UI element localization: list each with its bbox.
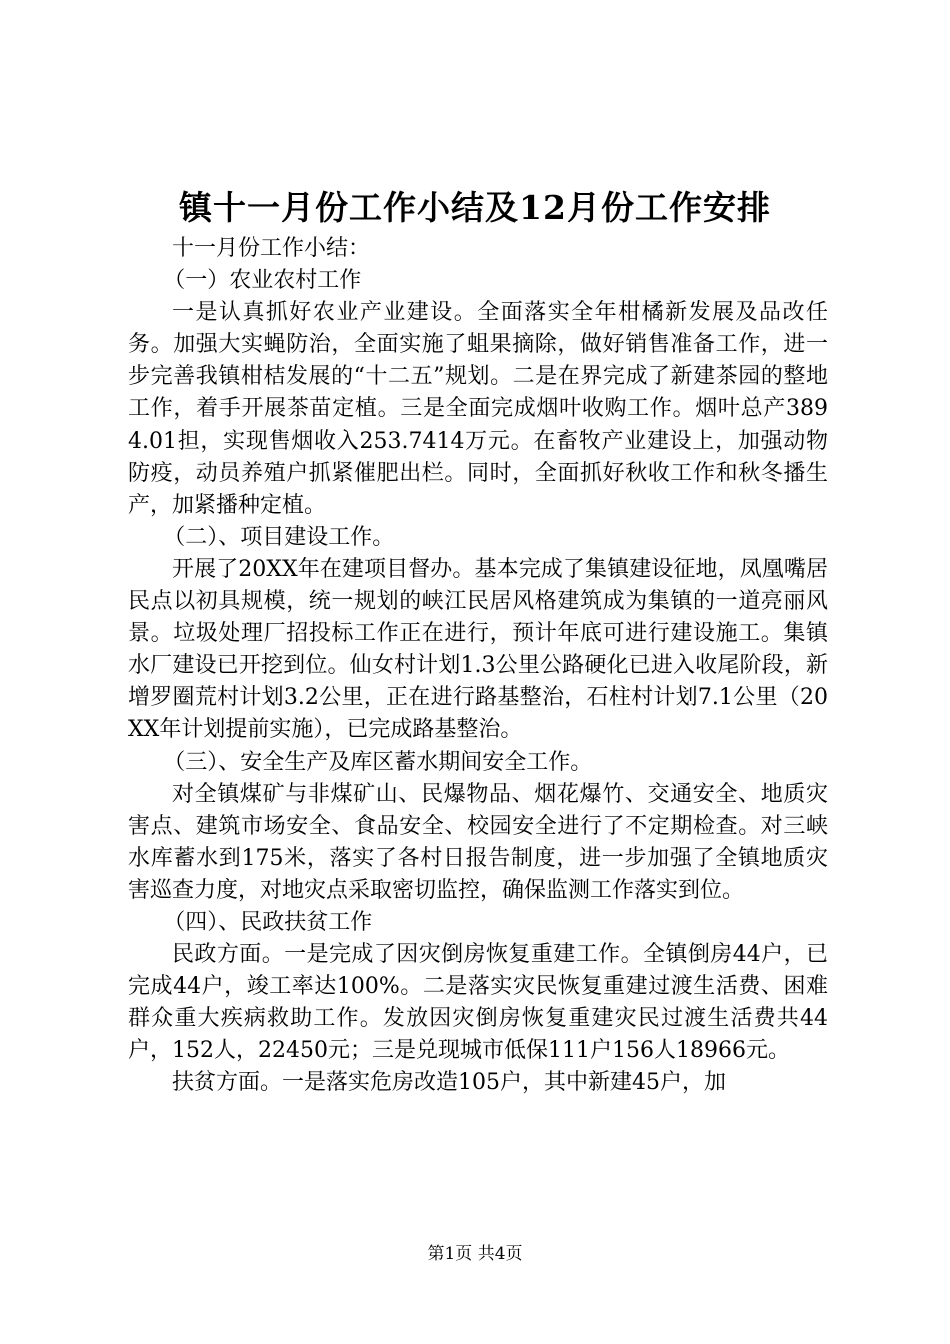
paragraph-projects: 开展了20XX年在建项目督办。基本完成了集镇建设征地，凤凰嘴居民点以初具规模，统一规划的峡江民居风格建筑成为集镇的一道亮丽风景。垃圾处理厂招投标工作正在进行，预计年底可进行建设施工。集镇水厂建设已开挖到位。仙女村计划1.3公里公路硬化已进入收尾阶段，新增罗圈荒村计划3.2公里，正在进行路基整治，石柱村计划7.1公里（20XX年计划提前实施），已完成路基整治。	[128, 556, 828, 743]
intro-heading: 十一月份工作小结：	[172, 236, 371, 261]
section-heading-agriculture: （一）农业农村工作	[163, 268, 362, 294]
section-heading-projects: （二）、项目建设工作。	[163, 524, 395, 550]
page-number-footer: 第1页 共4页	[427, 1244, 523, 1264]
document-body	[128, 233, 828, 1100]
document-title: 镇十一月份工作小结及12月份工作安排	[179, 188, 771, 227]
paragraph-civil-affairs: 民政方面。一是完成了因灾倒房恢复重建工作。全镇倒房44户，已完成44户，竣工率达100%。二是落实灾民恢复重建过渡生活费、困难群众重大疾病救助工作。发放因灾倒房恢复重建灾民过渡生活费共44户，152人，22450元；三是兑现城市低保111户156人18966元。	[128, 942, 828, 1064]
paragraph-agriculture: 一是认真抓好农业产业建设。全面落实全年柑橘新发展及品改任务。加强大实蝇防治，全面实施了蛆果摘除，做好销售准备工作，进一步完善我镇柑桔发展的“十二五”规划。二是在界完成了新建茶园的整地工作，着手开展茶苗定植。三是全面完成烟叶收购工作。烟叶总产3894.01担，实现售烟收入253.7414万元。在畜牧产业建设上，加强动物防疫，动员养殖户抓紧催肥出栏。同时，全面抓好秋收工作和秋冬播生产，加紧播种定植。	[128, 300, 828, 518]
paragraph-safety: 对全镇煤矿与非煤矿山、民爆物品、烟花爆竹、交通安全、地质灾害点、建筑市场安全、食品安全、校园安全进行了不定期检查。对三峡水库蓄水到175米，落实了各村日报告制度，进一步加强了全镇地质灾害巡查力度，对地灾点采取密切监控，确保监测工作落实到位。	[128, 781, 828, 903]
section-heading-civil-affairs: （四）、民政扶贫工作	[163, 909, 373, 935]
section-heading-safety: （三）、安全生产及库区蓄水期间安全工作。	[163, 749, 593, 775]
paragraph-poverty-relief: 扶贫方面。一是落实危房改造105户，其中新建45户，加	[172, 1070, 726, 1096]
